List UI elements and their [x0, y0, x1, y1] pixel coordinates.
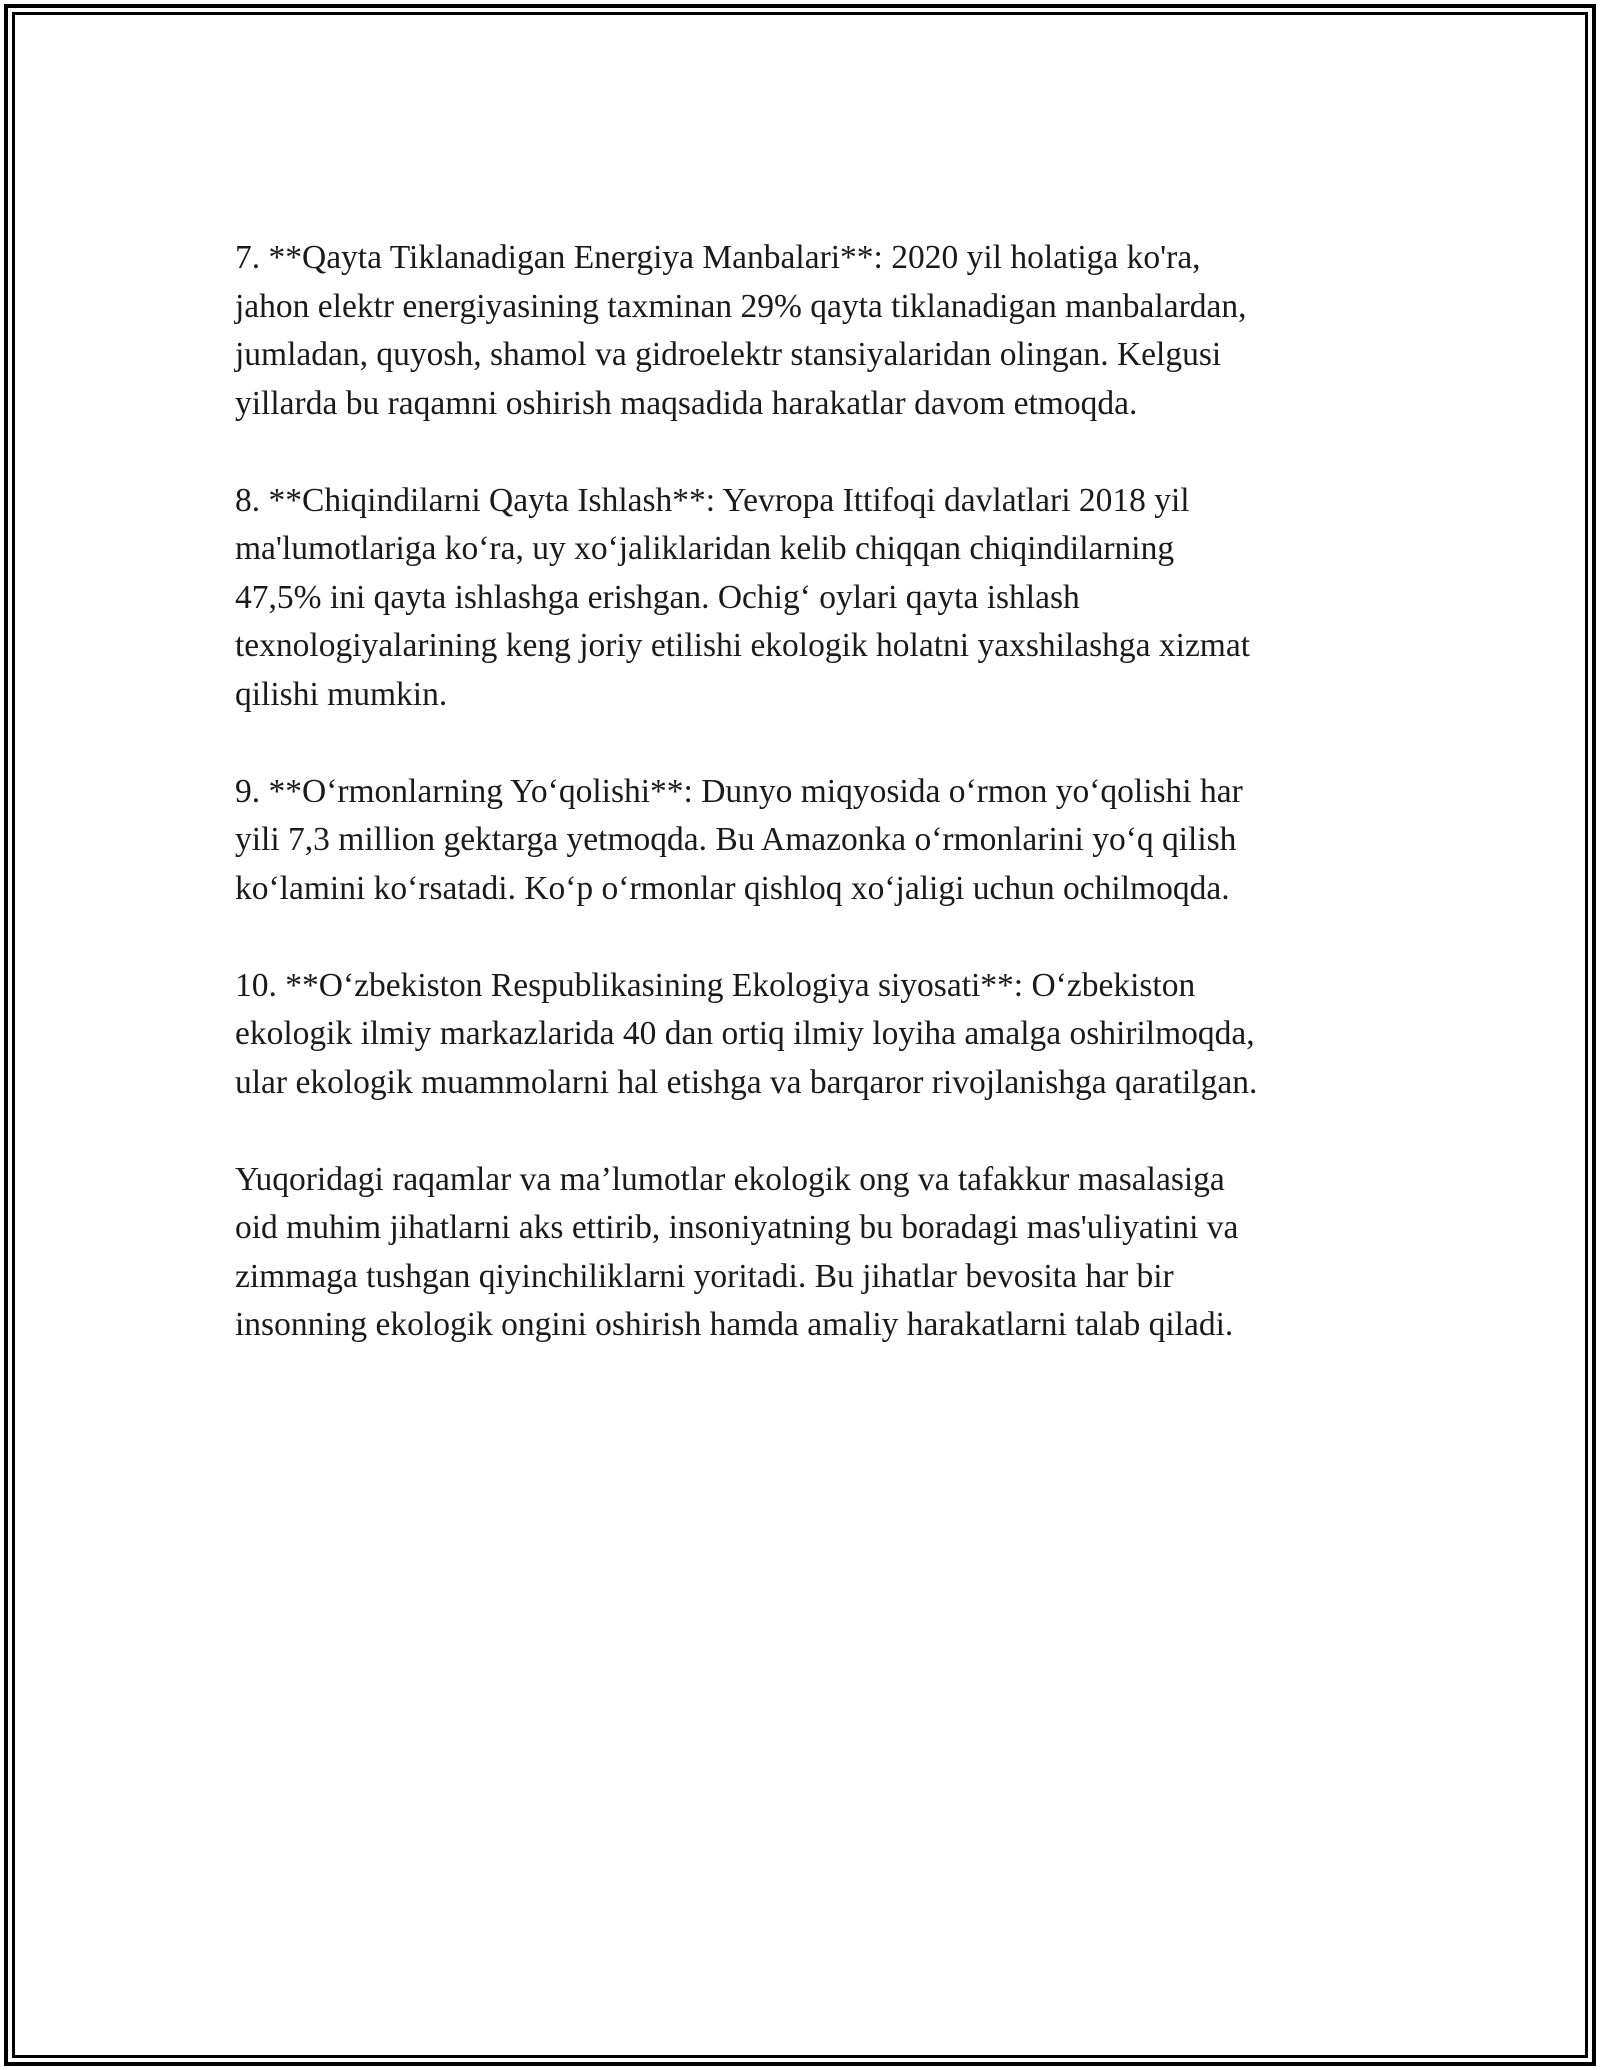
paragraph-renewable-energy	[235, 234, 1395, 428]
paragraph-waste-recycling	[235, 477, 1395, 720]
paragraph-deforestation	[235, 768, 1395, 914]
text-line: oid muhim jihatlarni aks ettirib, insoniyatning bu boradagi mas'uliyatini va	[235, 1209, 1239, 1246]
text-line: jumladan, quyosh, shamol va gidroelektr stansiyalaridan olingan. Kelgusi	[235, 336, 1222, 373]
text-line: ko‘lamini ko‘rsatadi. Ko‘p o‘rmonlar qishloq xo‘jaligi uchun ochilmoqda.	[235, 869, 1230, 907]
text-line: ma'lumotlariga ko‘ra, uy xo‘jaliklaridan kelib chiqqan chiqindilarning	[235, 530, 1175, 567]
text-line: ular ekologik muammolarni hal etishga va barqaror rivojlanishga qaratilgan.	[235, 1063, 1258, 1101]
text-line: 9. **O‘rmonlarning Yo‘qolishi**: Dunyo miqyosida o‘rmon yo‘qolishi har	[235, 772, 1243, 810]
text-line: insonning ekologik ongini oshirish hamda amaliy harakatlarni talab qiladi.	[235, 1306, 1234, 1343]
text-line: ekologik ilmiy markazlarida 40 dan ortiq ilmiy loyiha amalga oshirilmoqda,	[235, 1015, 1255, 1052]
text-line: jahon elektr energiyasining taxminan 29% qayta tiklanadigan manbalardan,	[235, 287, 1247, 325]
text-line: zimmaga tushgan qiyinchiliklarni yoritadi. Bu jihatlar bevosita har bir	[235, 1257, 1174, 1295]
text-line: yillarda bu raqamni oshirish maqsadida harakatlar davom etmoqda.	[235, 384, 1138, 422]
text-line: 8. **Chiqindilarni Qayta Ishlash**: Yevropa Ittifoqi davlatlari 2018 yil	[235, 481, 1190, 519]
text-line: Yuqoridagi raqamlar va ma’lumotlar ekologik ong va tafakkur masalasiga	[235, 1160, 1225, 1198]
text-line: yili 7,3 million gektarga yetmoqda. Bu Amazonka o‘rmonlarini yo‘q qilish	[235, 821, 1237, 858]
text-line: texnologiyalarining keng joriy etilishi ekologik holatni yaxshilashga xizmat	[235, 627, 1251, 664]
document-body	[235, 234, 1395, 1350]
text-line: 47,5% ini qayta ishlashga erishgan. Ochig‘ oylari qayta ishlash	[235, 578, 1080, 616]
text-line: 7. **Qayta Tiklanadigan Energiya Manbalari**: 2020 yil holatiga ko'ra,	[235, 239, 1201, 276]
paragraph-uzbekistan-policy	[235, 962, 1395, 1108]
paragraph-conclusion	[235, 1156, 1395, 1350]
text-line: qilishi mumkin.	[235, 675, 448, 713]
text-line: 10. **O‘zbekiston Respublikasining Ekologiya siyosati**: O‘zbekiston	[235, 966, 1196, 1004]
